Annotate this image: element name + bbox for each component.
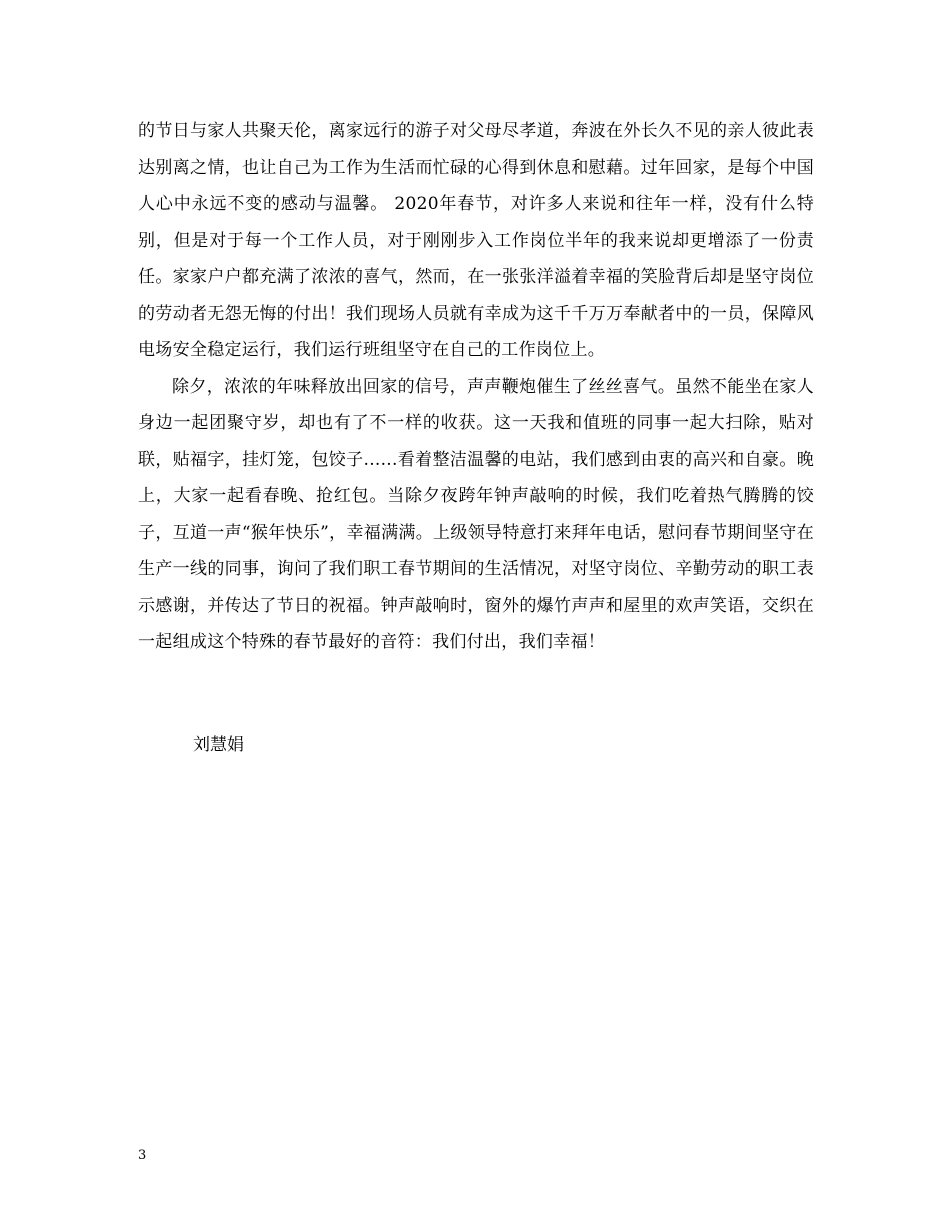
paragraph-continuation: 的节日与家人共聚天伦，离家远行的游子对父母尽孝道，奔波在外长久不见的亲人彼此表达别离之情，也让自己为工作为生活而忙碌的心得到休息和慰藉。过年回家，是每个中国人心中永远不变的感动与温馨。 2020年春节，对许多人来说和往年一样，没有什么特别，但是对于每一个工作人员，对于刚刚步入工作岗位半年的我来说却更增添了一份责任。家家户户都充满了浓浓的喜气，然而，在一张张洋溢着幸福的笑脸背后却是坚守岗位的劳动者无怨无悔的付出！我们现场人员就有幸成为这千千万万奉献者中的一员，保障风电场安全稳定运行，我们运行班组坚守在自己的工作岗位上。 — [138, 121, 814, 360]
document-body — [138, 113, 814, 661]
page-number: 3 — [138, 1148, 147, 1163]
author-signature: 刘慧娟 — [193, 735, 244, 755]
paragraph-new-year-eve: 除夕，浓浓的年味释放出回家的信号，声声鞭炮催生了丝丝喜气。虽然不能坐在家人身边一起团聚守岁，却也有了不一样的收获。这一天我和值班的同事一起大扫除，贴对联，贴福字，挂灯笼，包饺子......看着整洁温馨的电站，我们感到由衷的高兴和自豪。晚上，大家一起看春晚、抢红包。当除夕夜跨年钟声敲响的时候，我们吃着热气腾腾的饺子，互道一声“猴年快乐”，幸福满满。上级领导特意打来拜年电话，慰问春节期间坚守在生产一线的同事，询问了我们职工春节期间的生活情况，对坚守岗位、辛勤劳动的职工表示感谢，并传达了节日的祝福。钟声敲响时，窗外的爆竹声声和屋里的欢声笑语，交织在一起组成这个特殊的春节最好的音符：我们付出，我们幸福！ — [138, 376, 814, 652]
